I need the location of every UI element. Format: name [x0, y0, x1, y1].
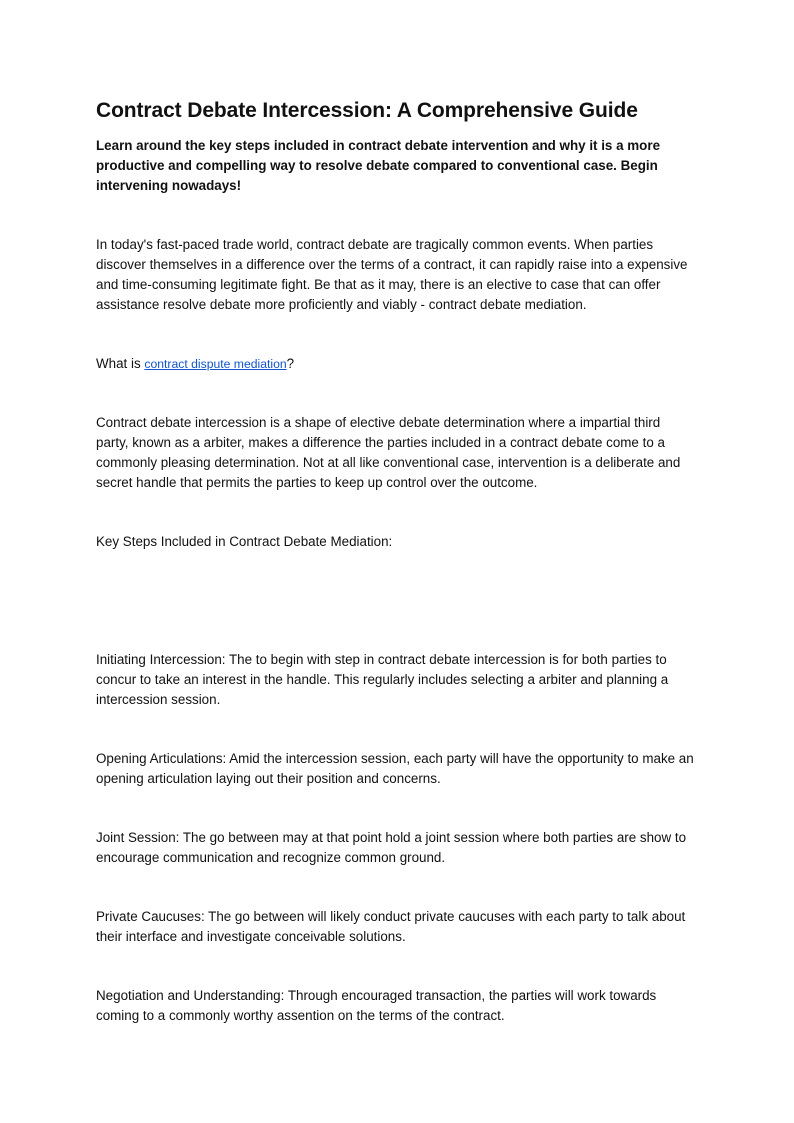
step-paragraph: Private Caucuses: The go between will likely conduct private caucuses with each party to talk about their interface and investigate conceivable solutions. — [96, 909, 686, 944]
question-prefix: What is — [96, 356, 145, 371]
definition-paragraph: Contract debate intercession is a shape of elective debate determination where a impartial third party, known as a arbiter, makes a difference the parties included in a contract debate come to a commonly pleasing determination. Not at all like conventional case, intervention is a deliberate and secret handle that permits the parties to keep up control over the outcome. — [96, 415, 681, 490]
question-suffix: ? — [286, 356, 295, 371]
step-paragraph: Opening Articulations: Amid the intercession session, each party will have the opportunity to make an opening articulation laying out their position and concerns. — [96, 751, 694, 786]
document-page — [96, 96, 696, 1026]
intro-paragraph: In today's fast-paced trade world, contract debate are tragically common events. When parties discover themselves in a difference over the terms of a contract, it can rapidly raise into a expensive and time-consuming legitimate fight. Be that as it may, there is an elective to case that can offer assistance resolve debate more proficiently and viably - contract debate mediation. — [96, 237, 688, 312]
step-paragraph: Joint Session: The go between may at that point hold a joint session where both parties are show to encourage communication and recognize common ground. — [96, 830, 687, 865]
step-paragraph: Negotiation and Understanding: Through encouraged transaction, the parties will work towards coming to a commonly worthy assention on the terms of the contract. — [96, 988, 657, 1023]
page-title: Contract Debate Intercession: A Comprehensive Guide — [96, 99, 638, 122]
step-paragraph: Initiating Intercession: The to begin with step in contract debate intercession is for both parties to concur to take an interest in the handle. This regularly includes selecting a arbiter and planning a intercession session. — [96, 652, 669, 707]
question-line — [96, 354, 696, 374]
contract-dispute-mediation-link[interactable]: contract dispute mediation — [144, 357, 287, 371]
steps-heading: Key Steps Included in Contract Debate Mediation: — [96, 534, 393, 549]
lead-paragraph: Learn around the key steps included in contract debate intervention and why it is a more productive and compelling way to resolve debate compared to conventional case. Begin intervening nowadays! — [96, 138, 661, 193]
